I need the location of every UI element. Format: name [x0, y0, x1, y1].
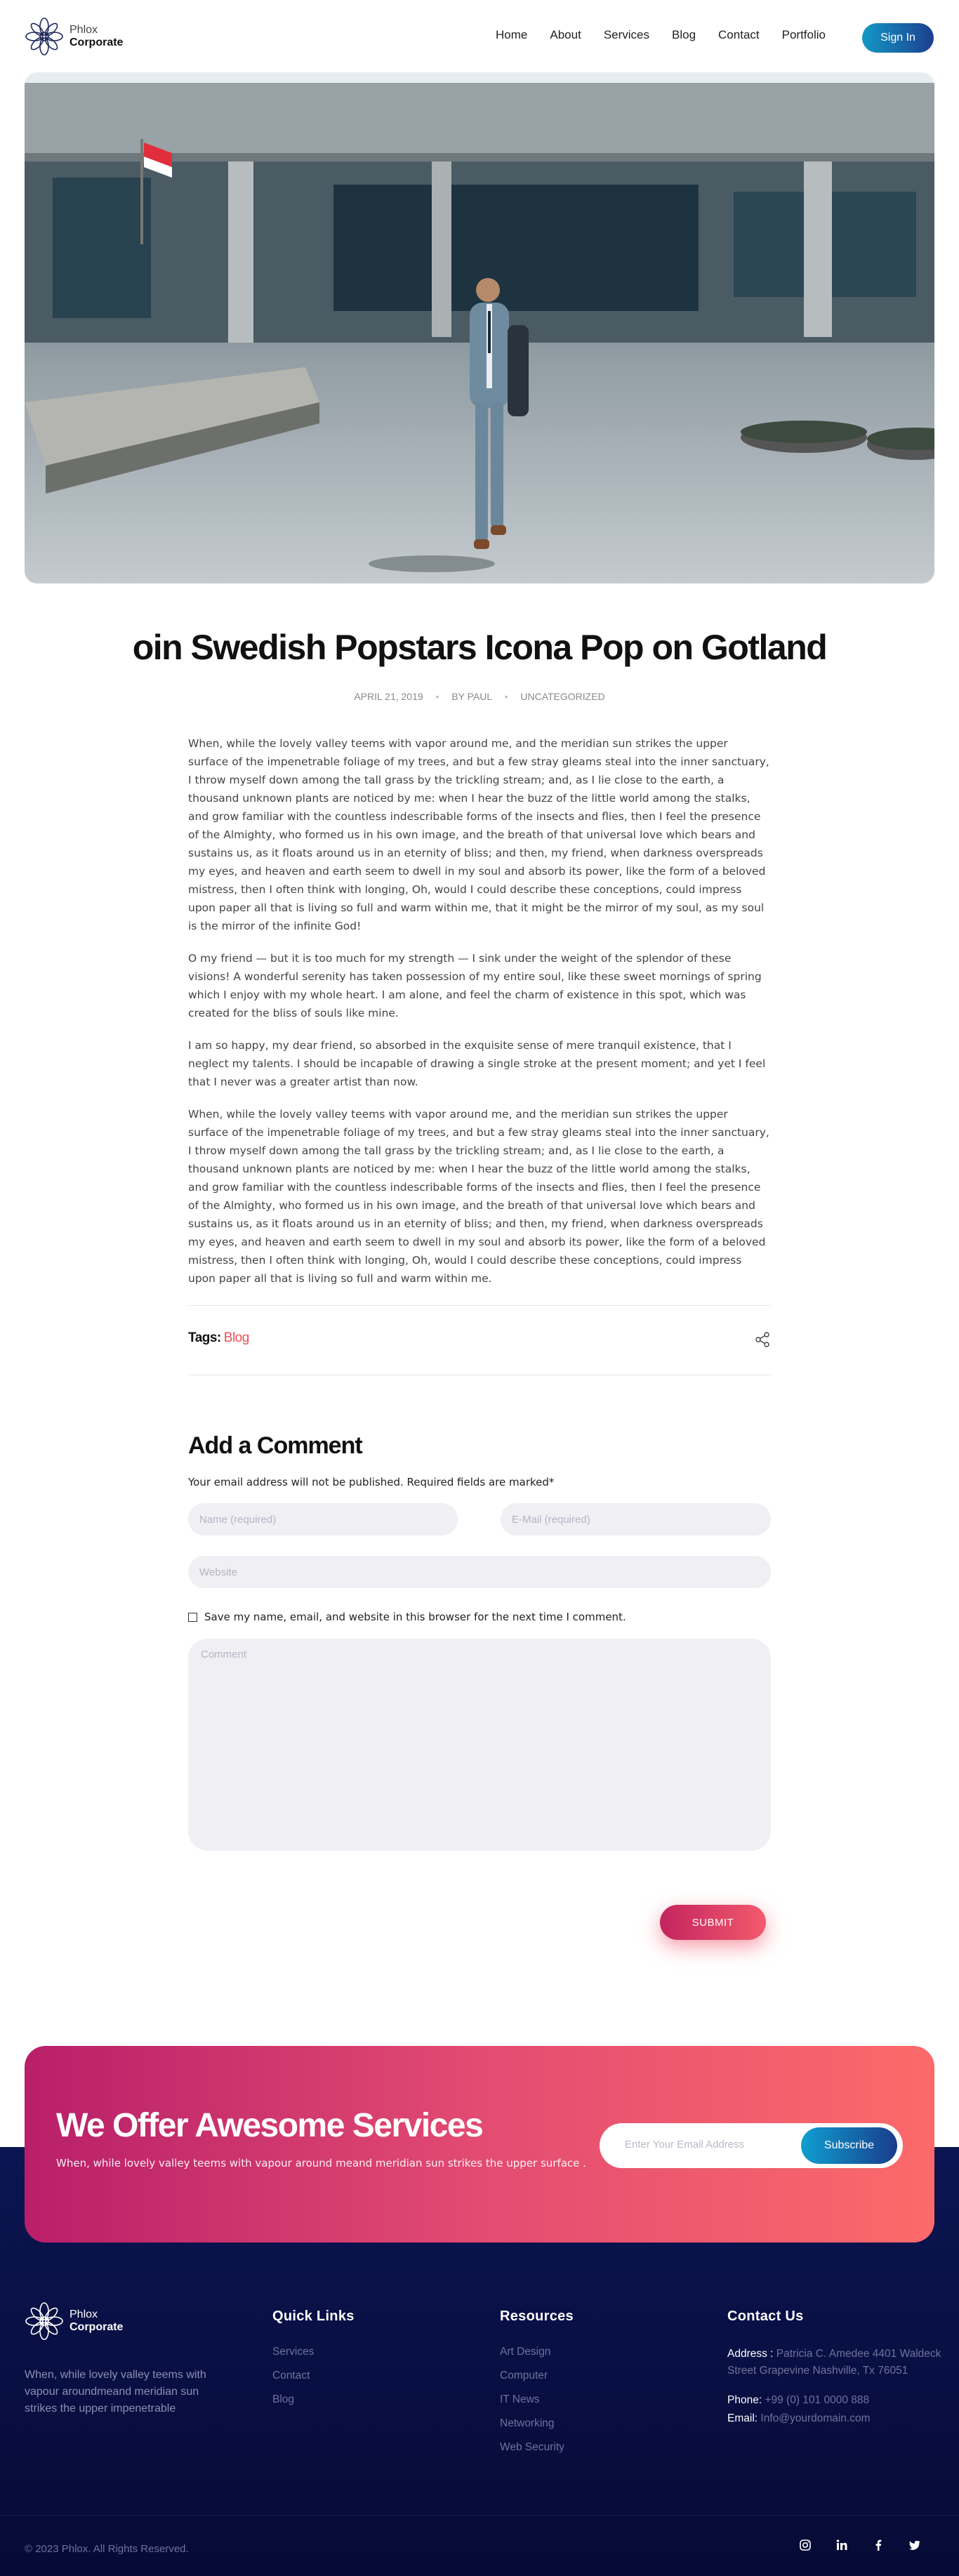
- footer-description: When, while lovely valley teems with vapour aroundmeand meridian sun strikes the upper impenetrable: [25, 2369, 206, 2415]
- submit-button[interactable]: SUBMIT: [660, 1905, 766, 1940]
- contact-address: [727, 2346, 945, 2379]
- footer-link-networking[interactable]: Networking: [500, 2417, 555, 2429]
- post-category[interactable]: UNCATEGORIZED: [520, 691, 605, 702]
- footer-resources: [500, 2309, 574, 2465]
- nav-portfolio[interactable]: Portfolio: [781, 28, 826, 41]
- meta-separator: •: [435, 691, 439, 702]
- footer-link-web-security[interactable]: Web Security: [500, 2441, 564, 2453]
- nav-services[interactable]: Services: [603, 28, 649, 41]
- social-links: [798, 2537, 922, 2553]
- site-logo[interactable]: [25, 17, 123, 56]
- tag-link[interactable]: Blog: [223, 1330, 249, 1345]
- address-value: Patricia C. Amedee 4401 Waldeck Street Grapevine Nashville, Tx 76051: [727, 2348, 941, 2377]
- footer-contact: [727, 2309, 945, 2440]
- copyright: © 2023 Phlox. All Rights Reserved.: [25, 2543, 189, 2555]
- save-info-checkbox[interactable]: [188, 1613, 197, 1622]
- share-icon[interactable]: [754, 1331, 771, 1348]
- post-paragraph: When, while the lovely valley teems with vapor around me, and the meridian sun strikes the upper surface of the impenetrable foliage of my trees, and but a few stray gleams steal into the inner sanctuary, I throw myself down among the tall grass by the trickling stream; and, as I lie close to the earth, a thousand unknown plants are noticed by me: when I hear the buzz of the little world among the stalks, and grow familiar with the countless indescribable forms of the insects and flies, then I feel the presence of the Almighty, who formed us in his own image, and the breath of that universal love which bears and sustains us, as it floats around us in an eternity of bliss; and then, my friend, when darkness overspreads my eyes, and heaven and earth seem to dwell in my soul and absorb its power, like the form of a beloved mistress, then I often think with longing, Oh, would I could describe these conceptions, could impress upon paper all that is living so full and warm within me.: [188, 1108, 769, 1285]
- comment-textarea[interactable]: [188, 1639, 771, 1851]
- logo-brand-sub: Corporate: [70, 37, 124, 48]
- footer-divider: [0, 2515, 959, 2516]
- footer-logo-sub: Corporate: [70, 2321, 124, 2333]
- contact-title: Contact Us: [727, 2309, 804, 2324]
- email-value[interactable]: Info@yourdomain.com: [760, 2412, 871, 2424]
- email-label: Email:: [727, 2412, 758, 2424]
- post-author[interactable]: BY PAUL: [451, 691, 492, 702]
- nav-blog[interactable]: Blog: [672, 28, 696, 41]
- logo-brand-name: Phlox: [70, 23, 98, 36]
- logo-mandala-icon: [25, 2301, 64, 2341]
- post-date[interactable]: APRIL 21, 2019: [354, 691, 423, 702]
- subscribe-form: [600, 2123, 903, 2168]
- quick-links-title: Quick Links: [272, 2309, 355, 2324]
- phone-value[interactable]: +99 (0) 101 0000 888: [765, 2394, 870, 2406]
- instagram-icon[interactable]: [798, 2537, 813, 2553]
- hero-image: [25, 72, 934, 583]
- footer-link-contact[interactable]: Contact: [272, 2370, 310, 2382]
- divider: [188, 1305, 771, 1306]
- footer-link-services[interactable]: Services: [272, 2346, 315, 2358]
- facebook-icon[interactable]: [871, 2537, 886, 2553]
- newsletter-cta: [25, 2046, 934, 2243]
- phone-label: Phone:: [727, 2394, 762, 2406]
- save-info-row: [188, 1611, 626, 1623]
- email-field[interactable]: [501, 1503, 771, 1535]
- nav-about[interactable]: About: [550, 28, 581, 41]
- footer-link-computer[interactable]: Computer: [500, 2370, 548, 2382]
- subscribe-button[interactable]: Subscribe: [801, 2127, 897, 2164]
- twitter-icon[interactable]: [907, 2537, 922, 2553]
- footer-logo[interactable]: [25, 2301, 123, 2341]
- site-header: [0, 0, 959, 73]
- post-content: [188, 734, 771, 1302]
- post-paragraph: I am so happy, my dear friend, so absorbed in the exquisite sense of mere tranquil existence, that I neglect my talents. I should be incapable of drawing a single stroke at the present moment; and yet I feel that I never was a greater artist than now.: [188, 1039, 766, 1088]
- main-nav: [473, 28, 826, 42]
- post-paragraph: O my friend — but it is too much for my strength — I sink under the weight of the splendor of these visions! A wonderful serenity has taken possession of my entire soul, like these sweet mornings of spring which I enjoy with my whole heart. I am alone, and feel the charm of existence in this spot, which was created for the bliss of souls like mine.: [188, 952, 762, 1019]
- name-field[interactable]: [188, 1503, 458, 1535]
- subscribe-email-input[interactable]: Enter Your Email Address: [625, 2139, 745, 2151]
- post-title: oin Swedish Popstars Icona Pop on Gotland: [132, 628, 827, 667]
- footer-link-art-design[interactable]: Art Design: [500, 2346, 551, 2358]
- website-field[interactable]: [188, 1556, 771, 1588]
- contact-email: [727, 2410, 945, 2427]
- footer-link-blog[interactable]: Blog: [272, 2393, 295, 2405]
- comment-form-note: Your email address will not be published. Required fields are marked*: [188, 1476, 555, 1488]
- linkedin-icon[interactable]: [834, 2537, 849, 2553]
- meta-separator: •: [504, 691, 508, 702]
- address-label: Address :: [727, 2348, 774, 2360]
- post-tags: [188, 1330, 249, 1346]
- sign-in-button[interactable]: Sign In: [862, 23, 934, 53]
- post-paragraph: When, while the lovely valley teems with vapor around me, and the meridian sun strikes the upper surface of the impenetrable foliage of my trees, and but a few stray gleams steal into the inner sanctuary, I throw myself down among the tall grass by the trickling stream; and, as I lie close to the earth, a thousand unknown plants are noticed by me: when I hear the buzz of the little world among the stalks, and grow familiar with the countless indescribable forms of the insects and flies, then I feel the presence of the Almighty, who formed us in his own image, and the breath of that universal love which bears and sustains us, as it floats around us in an eternity of bliss; and then, my friend, when darkness overspreads my eyes, and heaven and earth seem to dwell in my soul and absorb its power, like the form of a beloved mistress, then I often think with longing, Oh, would I could describe these conceptions, could impress upon paper all that is living so full and warm within me, that it might be the mirror of my soul, as my soul is the mirror of the infinite God!: [188, 737, 769, 932]
- nav-home[interactable]: Home: [496, 28, 528, 41]
- resources-title: Resources: [500, 2309, 574, 2324]
- nav-contact[interactable]: Contact: [718, 28, 760, 41]
- tags-label: Tags:: [188, 1330, 221, 1345]
- comment-form-title: Add a Comment: [188, 1432, 362, 1459]
- logo-mandala-icon: [25, 17, 64, 56]
- footer-logo-name: Phlox: [70, 2308, 98, 2320]
- footer-quick-links: [272, 2309, 355, 2417]
- contact-phone: [727, 2392, 945, 2409]
- save-info-label: Save my name, email, and website in this browser for the next time I comment.: [204, 1611, 626, 1623]
- post-meta: [0, 691, 959, 702]
- cta-subtitle: When, while lovely valley teems with vapour around meand meridian sun strikes the upper surface .: [56, 2157, 586, 2169]
- cta-title: We Offer Awesome Services: [56, 2107, 483, 2144]
- footer-link-it-news[interactable]: IT News: [500, 2393, 540, 2405]
